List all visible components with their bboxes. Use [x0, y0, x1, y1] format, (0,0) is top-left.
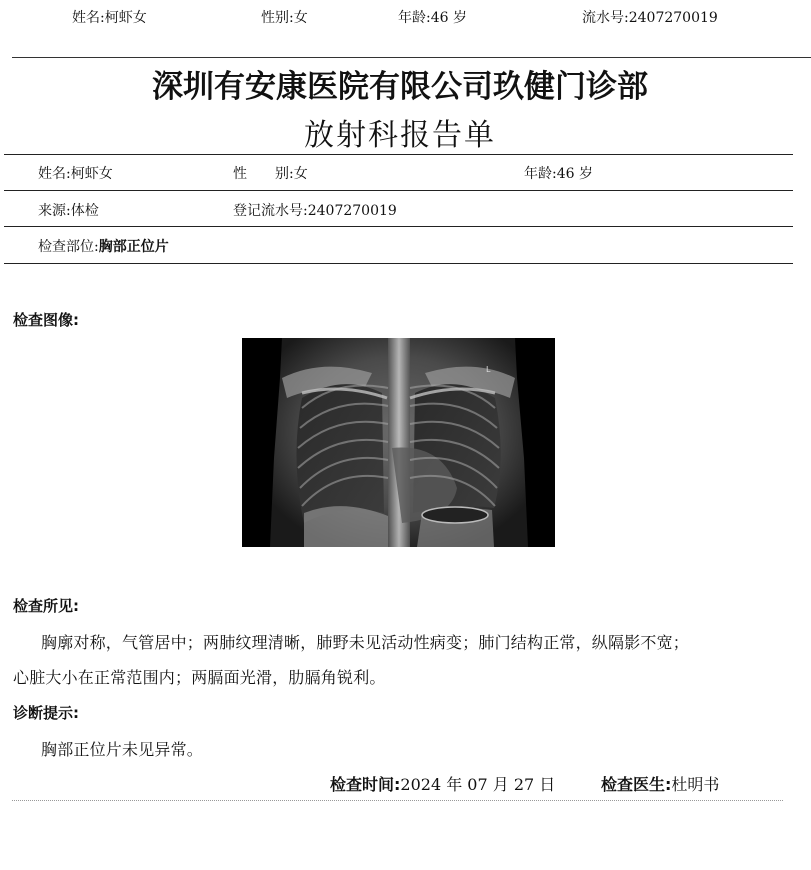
exam-time-label: 检查时间: [330, 775, 401, 794]
findings-line-2: 心脏大小在正常范围内；两膈面光滑，肋膈角锐利。 [13, 668, 386, 687]
patient-reg [233, 200, 397, 220]
header-sex-label: 性别: [261, 10, 294, 26]
table-rule-bottom [4, 263, 793, 264]
patient-part [38, 236, 169, 256]
hospital-title: 深圳有安康医院有限公司玖健门诊部 [152, 69, 648, 105]
xray-marker: L [486, 365, 491, 374]
patient-name-value: 柯虾女 [70, 166, 113, 182]
diagnosis-title: 诊断提示: [13, 704, 79, 722]
header-serial-value: 2407270019 [628, 10, 718, 26]
patient-sex-value: 女 [293, 166, 308, 182]
chest-xray-image [242, 338, 555, 547]
patient-source-label: 来源: [38, 203, 71, 219]
footer-divider [12, 800, 783, 801]
table-rule-2 [4, 226, 793, 227]
chest-xray-drawing [242, 338, 555, 547]
table-rule-top [4, 154, 793, 155]
header-name-label: 姓名: [72, 10, 105, 26]
patient-part-value: 胸部正位片 [98, 239, 169, 255]
header-name [72, 7, 147, 27]
patient-source [38, 200, 99, 220]
exam-time-value: 2024 年 07 月 27 日 [400, 775, 556, 794]
findings-title: 检查所见: [13, 597, 79, 615]
patient-age-label: 年龄: [524, 166, 557, 182]
exam-doctor-label: 检查医生: [601, 775, 672, 794]
header-age-label: 年龄: [398, 10, 431, 26]
header-age-value: 46 岁 [430, 10, 467, 26]
header-sex-value: 女 [293, 10, 308, 26]
table-rule-1 [4, 190, 793, 191]
header-name-value: 柯虾女 [104, 10, 147, 26]
header-serial-label: 流水号: [582, 10, 629, 26]
exam-doctor-value: 杜明书 [671, 775, 720, 794]
patient-age-value: 46 岁 [556, 166, 593, 182]
findings-line-1: 胸廓对称，气管居中；两肺纹理清晰，肺野未见活动性病变；肺门结构正常，纵隔影不宽； [41, 633, 690, 652]
patient-reg-label: 登记流水号: [233, 203, 308, 219]
header-divider [12, 57, 811, 58]
patient-age [524, 163, 593, 183]
header-serial [582, 7, 718, 27]
header-age [398, 7, 467, 27]
patient-sex [233, 163, 308, 183]
image-section-title: 检查图像: [13, 311, 79, 329]
diagnosis-text: 胸部正位片未见异常。 [41, 740, 204, 759]
patient-reg-value: 2407270019 [307, 203, 397, 219]
exam-doctor [601, 772, 719, 795]
header-sex [261, 7, 308, 27]
patient-source-value: 体检 [70, 203, 99, 219]
exam-time [330, 772, 555, 795]
patient-name [38, 163, 113, 183]
report-title: 放射科报告单 [304, 118, 496, 153]
patient-sex-label: 性 别: [233, 166, 294, 182]
patient-part-label: 检查部位: [38, 239, 99, 255]
patient-name-label: 姓名: [38, 166, 71, 182]
